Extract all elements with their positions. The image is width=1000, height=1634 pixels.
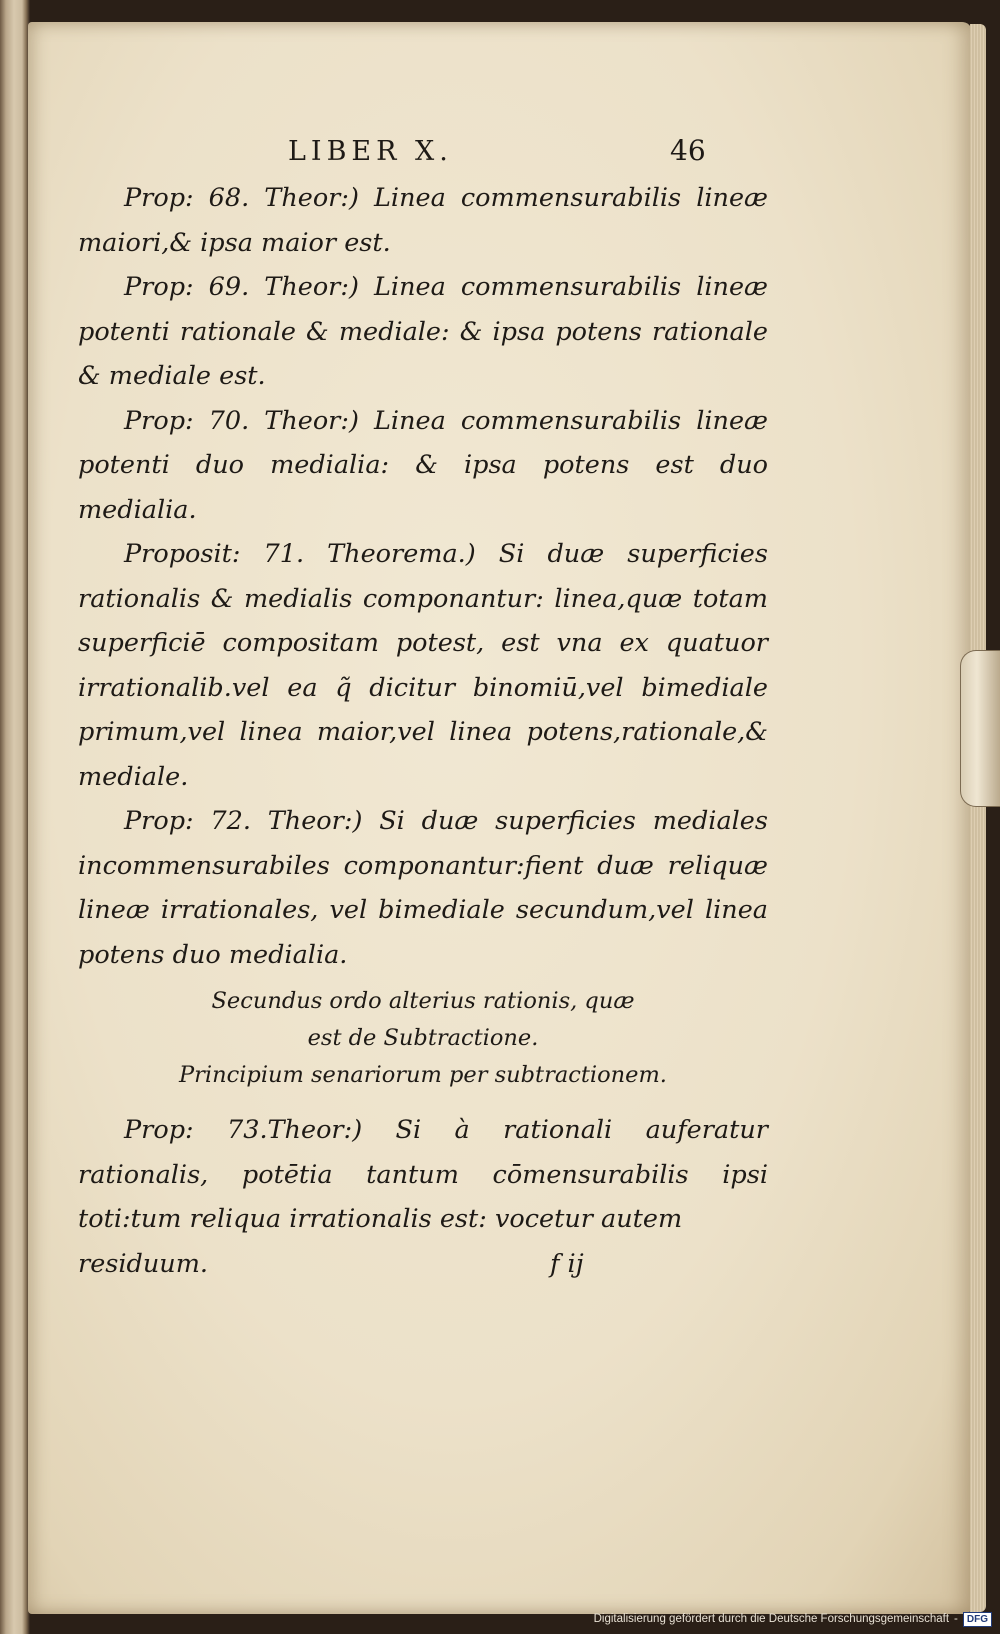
- footer-separator: -: [954, 1613, 958, 1625]
- section-heading-line-3: Principium senariorum per subtractionem.: [179, 1062, 667, 1088]
- footer-text: Digitalisierung gefördert durch die Deutsche Forschungsgemeinschaft: [593, 1613, 950, 1625]
- section-heading-line-1: Secundus ordo alterius rationis, quæ: [211, 988, 635, 1014]
- paragraph-prop-71: Proposit: 71. Theorema.) Si duæ superficies rationalis & medialis componantur: linea,quæ totam superficiē compositam potest, est vna ex quatuor irrationalib.vel ea q̃ dicitur binomiū,vel bimediale primum,vel linea maior,vel linea potens,rationale,& mediale.: [78, 539, 768, 792]
- dfg-logo-icon: DFG: [963, 1612, 992, 1627]
- section-heading: [78, 983, 768, 1094]
- digitization-footer: [594, 1610, 992, 1628]
- running-head-title: LIBER X.: [288, 136, 453, 167]
- paragraph-prop-68: Prop: 68. Theor:) Linea commensurabilis lineæ maiori,& ipsa maior est.: [78, 183, 768, 258]
- paragraph-prop-69: Prop: 69. Theor:) Linea commensurabilis lineæ potenti rationale & mediale: & ipsa potens rationale & mediale est.: [78, 272, 768, 391]
- page-edges: [970, 24, 986, 1612]
- paragraph-prop-73: Prop: 73.Theor:) Si à rationali auferatur rationalis, potētia tantum cōmensurabilis ipsi toti:tum reliqua irrationalis est: vocetur autem: [78, 1115, 768, 1234]
- running-head: [78, 130, 768, 176]
- text-block: [78, 130, 768, 1286]
- paragraph-prop-70: Prop: 70. Theor:) Linea commensurabilis lineæ potenti duo medialia: & ipsa potens est duo medialia.: [78, 405, 768, 525]
- book-clasp: [960, 650, 1000, 807]
- signature-mark: f ij: [550, 1248, 584, 1279]
- folio-number: 46: [670, 134, 706, 167]
- paragraph-prop-72: Prop: 72. Theor:) Si duæ superficies mediales incommensurabiles componantur:fient duæ reliquæ lineæ irrationales, vel bimediale secundum,vel linea potens duo medialia.: [78, 806, 768, 970]
- final-word: residuum.: [78, 1248, 208, 1279]
- section-heading-line-2: est de Subtractione.: [307, 1025, 539, 1051]
- last-line: [78, 1242, 768, 1286]
